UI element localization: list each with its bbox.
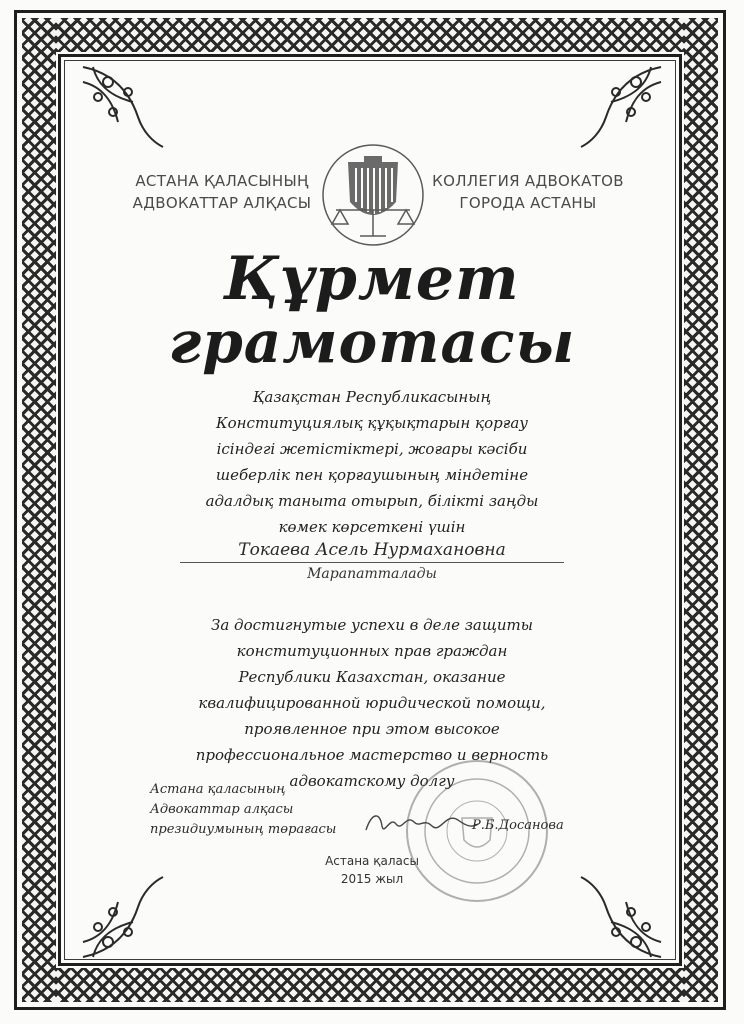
kazakh-citation-line: Конституциялық құқықтарын қорғау: [216, 414, 528, 432]
header-russian-line1: КОЛЛЕГИЯ АДВОКАТОВ: [432, 172, 624, 190]
handwritten-signature-icon: [362, 806, 482, 840]
header-kazakh-line2: АДВОКАТТАР АЛҚАСЫ: [132, 194, 312, 212]
corner-ornament-icon: [78, 872, 168, 962]
russian-citation-line: Республики Казахстан, оказание: [238, 668, 506, 686]
corner-ornament-icon: [576, 62, 666, 152]
signatory-title: [150, 780, 370, 840]
russian-citation-line: проявленное при этом высокое: [244, 720, 500, 738]
kazakh-citation: [140, 384, 604, 540]
header-kazakh-line1: АСТАНА ҚАЛАСЫНЫҢ: [135, 172, 309, 190]
russian-citation-line: конституционных прав граждан: [236, 642, 508, 660]
bar-association-scales-emblem-icon: [318, 140, 428, 250]
corner-ornament-icon: [576, 872, 666, 962]
issue-year: 2015 жыл: [340, 872, 404, 886]
kazakh-citation-line: адалдық таныта отырып, білікті заңды: [205, 492, 539, 510]
signatory-title-line: Астана қаласының: [150, 782, 286, 797]
russian-citation-line: адвокатскому долгу: [289, 772, 455, 790]
recipient-name: Токаева Асель Нурмахановна: [180, 540, 564, 563]
corner-ornament-icon: [78, 62, 168, 152]
awarded-label: Марапатталады: [307, 566, 437, 582]
header-kazakh: [112, 170, 332, 214]
kazakh-citation-line: көмек көрсеткені үшін: [278, 518, 466, 536]
signatory-title-line: Адвокаттар алқасы: [150, 802, 294, 817]
certificate-title-line1: Құрмет: [224, 244, 520, 314]
kazakh-citation-line: шеберлік пен қорғаушының міндетіне: [215, 466, 529, 484]
russian-citation-line: профессиональное мастерство и верность: [195, 746, 549, 764]
header-russian: [418, 170, 638, 214]
russian-citation-line: квалифицированной юридической помощи,: [198, 694, 546, 712]
issue-place-date: [272, 852, 472, 888]
kazakh-citation-line: Қазақстан Республикасының: [252, 388, 492, 406]
kazakh-citation-line: ісіндегі жетістіктері, жоғары кәсіби: [216, 440, 528, 458]
signatory-name: Р.Б.Досанова: [472, 818, 564, 833]
issue-city: Астана қаласы: [325, 854, 419, 868]
signatory-title-line: президиумының төрағасы: [150, 822, 337, 837]
certificate-title-line2: грамотасы: [168, 308, 576, 376]
header-russian-line2: ГОРОДА АСТАНЫ: [459, 194, 597, 212]
russian-citation-line: За достигнутые успехи в деле защиты: [211, 616, 533, 634]
